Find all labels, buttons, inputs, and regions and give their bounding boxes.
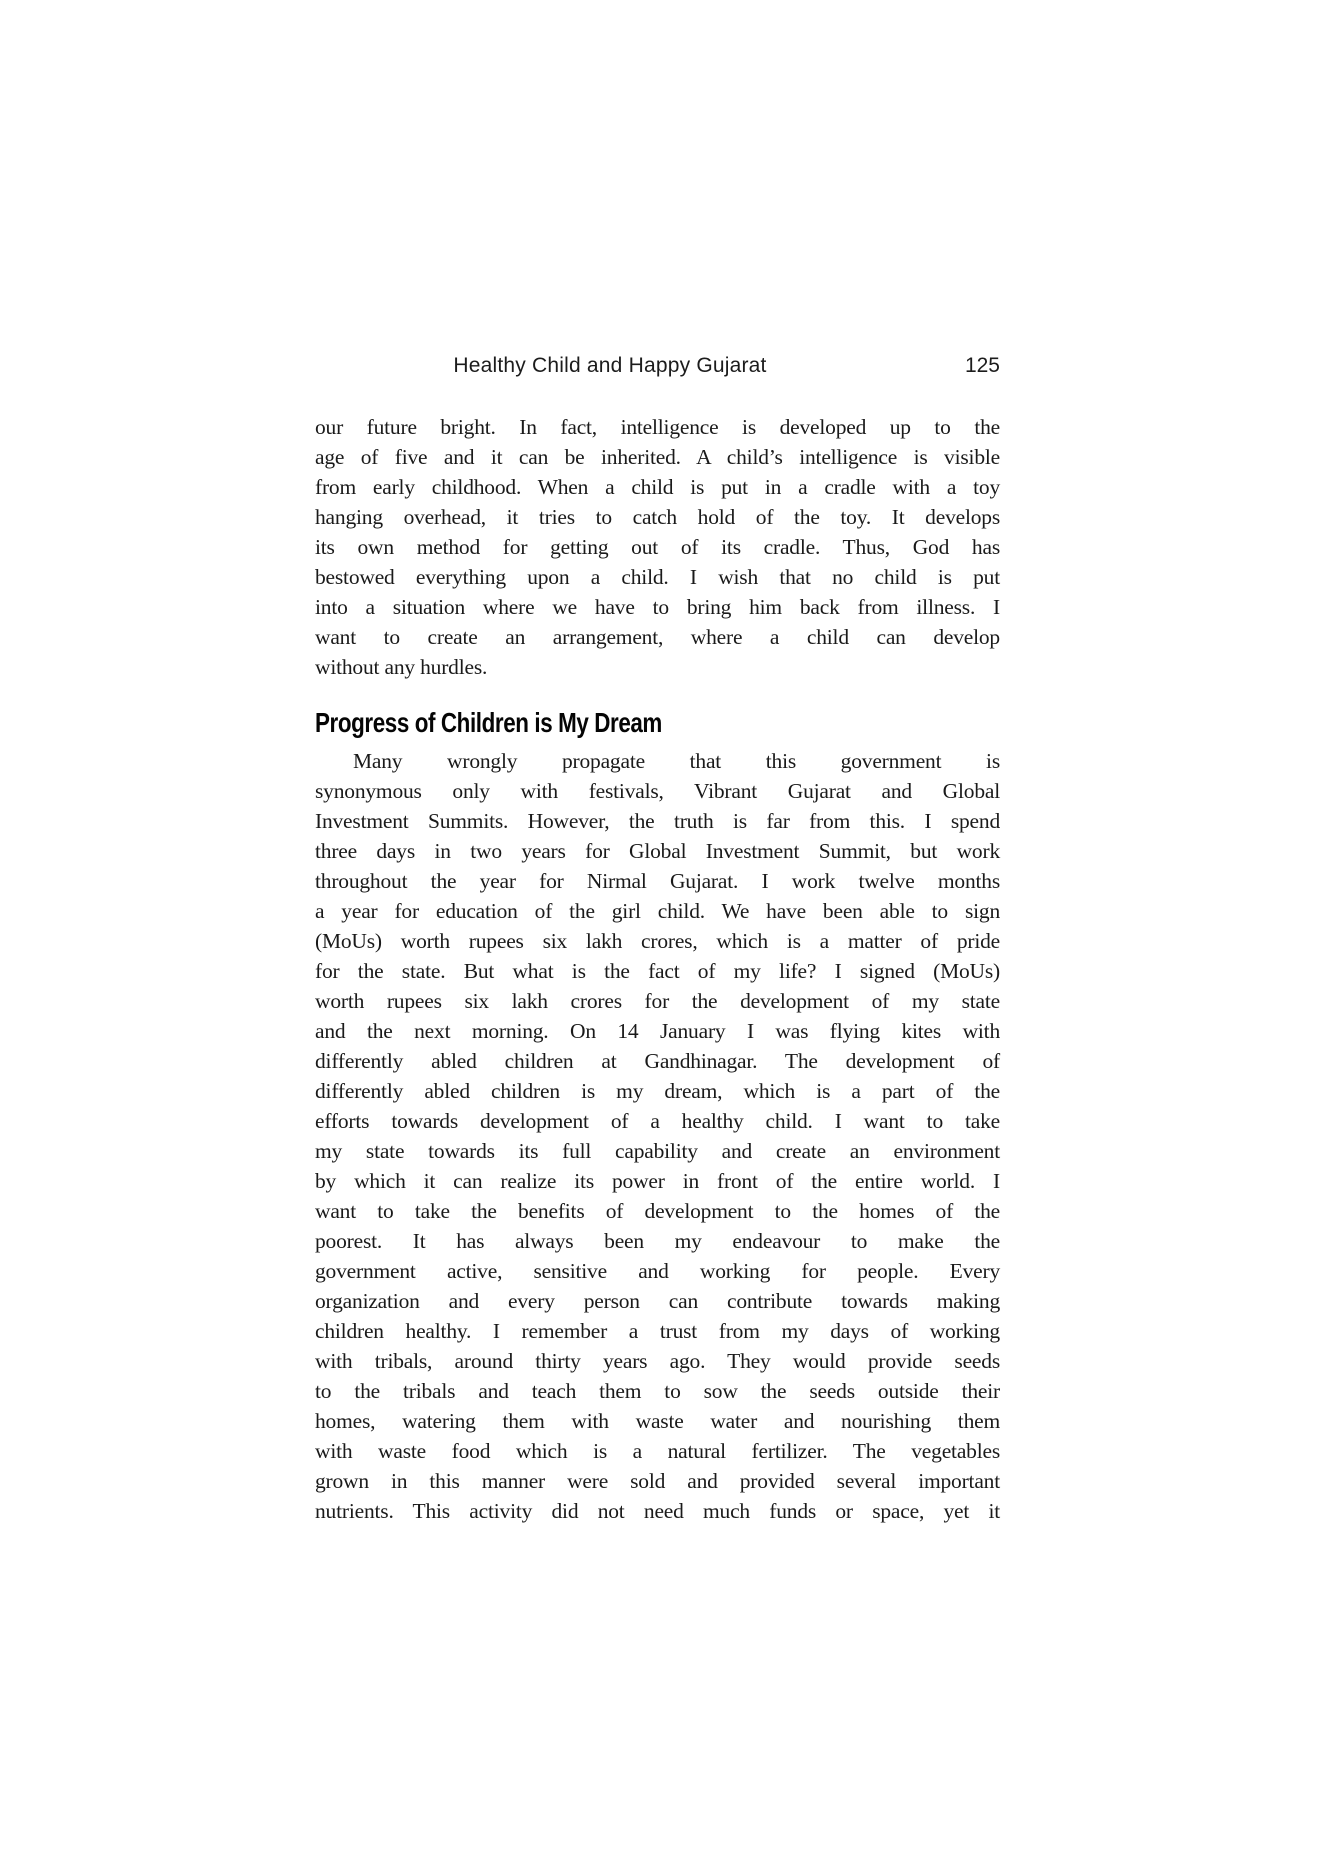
text-line: hanging overhead, it tries to catch hold of the toy. It develops <box>315 505 1000 529</box>
text-line: nutrients. This activity did not need much funds or space, yet it <box>315 1499 1000 1523</box>
running-head-title: Healthy Child and Happy Gujarat <box>453 354 767 377</box>
text-line: Many wrongly propagate that this government is <box>353 749 1000 773</box>
text-line: three days in two years for Global Investment Summit, but work <box>315 839 1000 863</box>
text-line: without any hurdles. <box>315 655 488 679</box>
text-line: want to take the benefits of development to the homes of the <box>315 1199 1000 1223</box>
paragraph-continuation <box>315 412 1000 682</box>
text-line: with waste food which is a natural fertilizer. The vegetables <box>315 1439 1000 1463</box>
text-line: government active, sensitive and working for people. Every <box>315 1259 1000 1283</box>
text-line: our future bright. In fact, intelligence is developed up to the <box>315 415 1000 439</box>
text-line: efforts towards development of a healthy child. I want to take <box>315 1109 1000 1133</box>
text-line: children healthy. I remember a trust from my days of working <box>315 1319 1000 1343</box>
text-line: to the tribals and teach them to sow the seeds outside their <box>315 1379 1000 1403</box>
text-line: differently abled children at Gandhinagar. The development of <box>315 1049 1000 1073</box>
text-line: by which it can realize its power in front of the entire world. I <box>315 1169 1000 1193</box>
text-line: organization and every person can contribute towards making <box>315 1289 1000 1313</box>
text-line: homes, watering them with waste water and nourishing them <box>315 1409 1000 1433</box>
text-line: (MoUs) worth rupees six lakh crores, which is a matter of pride <box>315 929 1000 953</box>
text-line: worth rupees six lakh crores for the development of my state <box>315 989 1000 1013</box>
page-number: 125 <box>964 354 1000 377</box>
page-header <box>315 352 1000 380</box>
text-line: into a situation where we have to bring him back from illness. I <box>315 595 1000 619</box>
text-line: from early childhood. When a child is put in a cradle with a toy <box>315 475 1000 499</box>
text-line: age of five and it can be inherited. A child’s intelligence is visible <box>315 445 1000 469</box>
text-line: and the next morning. On 14 January I was flying kites with <box>315 1019 1000 1043</box>
text-line: my state towards its full capability and create an environment <box>315 1139 1000 1163</box>
section-heading: Progress of Children is My Dream <box>315 707 662 738</box>
text-line: a year for education of the girl child. We have been able to sign <box>315 899 1000 923</box>
text-line: differently abled children is my dream, which is a part of the <box>315 1079 1000 1103</box>
text-line: want to create an arrangement, where a child can develop <box>315 625 1000 649</box>
text-line: Investment Summits. However, the truth is far from this. I spend <box>315 809 1000 833</box>
text-line: grown in this manner were sold and provided several important <box>315 1469 1000 1493</box>
text-line: for the state. But what is the fact of my life? I signed (MoUs) <box>315 959 1000 983</box>
paragraph-main <box>315 746 1000 1526</box>
text-line: poorest. It has always been my endeavour to make the <box>315 1229 1000 1253</box>
text-line: its own method for getting out of its cradle. Thus, God has <box>315 535 1000 559</box>
text-line: synonymous only with festivals, Vibrant Gujarat and Global <box>315 779 1000 803</box>
text-line: with tribals, around thirty years ago. They would provide seeds <box>315 1349 1000 1373</box>
text-line: bestowed everything upon a child. I wish that no child is put <box>315 565 1000 589</box>
text-line: throughout the year for Nirmal Gujarat. I work twelve months <box>315 869 1000 893</box>
